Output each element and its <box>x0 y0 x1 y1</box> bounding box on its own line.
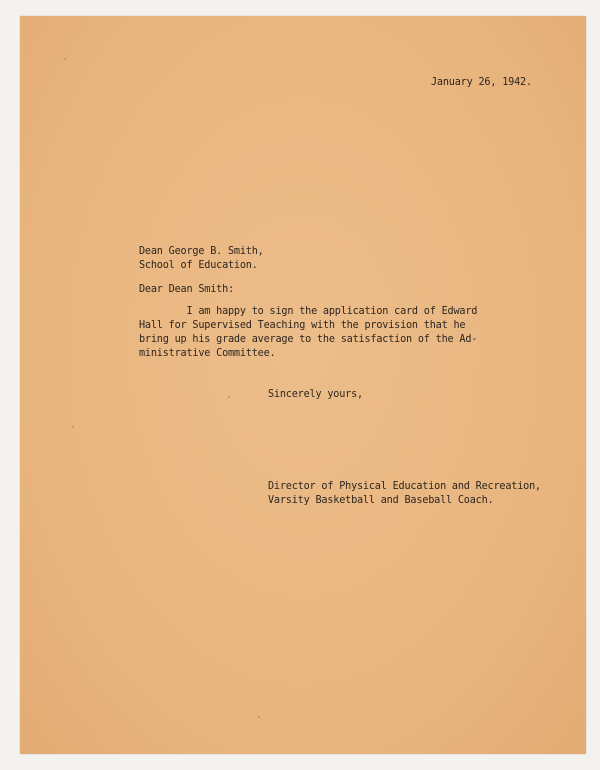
letter-paper <box>20 16 586 754</box>
closing: Sincerely yours, <box>268 389 363 400</box>
salutation: Dear Dean Smith: <box>139 284 234 295</box>
body-line: Hall for Supervised Teaching with the provision that he <box>139 320 466 331</box>
signature-title-line1: Director of Physical Education and Recreation, <box>268 481 541 492</box>
paper-speck <box>64 58 66 60</box>
body-line: ministrative Committee. <box>139 348 276 359</box>
paper-speck <box>258 716 260 718</box>
recipient-name: Dean George B. Smith, <box>139 246 264 257</box>
paper-speck <box>72 426 74 428</box>
paper-speck <box>228 396 230 398</box>
body-line: bring up his grade average to the satisfaction of the Ad- <box>139 334 478 345</box>
letter-date: January 26, 1942. <box>431 77 532 88</box>
recipient-school: School of Education. <box>139 260 258 271</box>
body-line: I am happy to sign the application card of Edward <box>139 306 478 317</box>
signature-title-line2: Varsity Basketball and Baseball Coach. <box>268 495 494 506</box>
